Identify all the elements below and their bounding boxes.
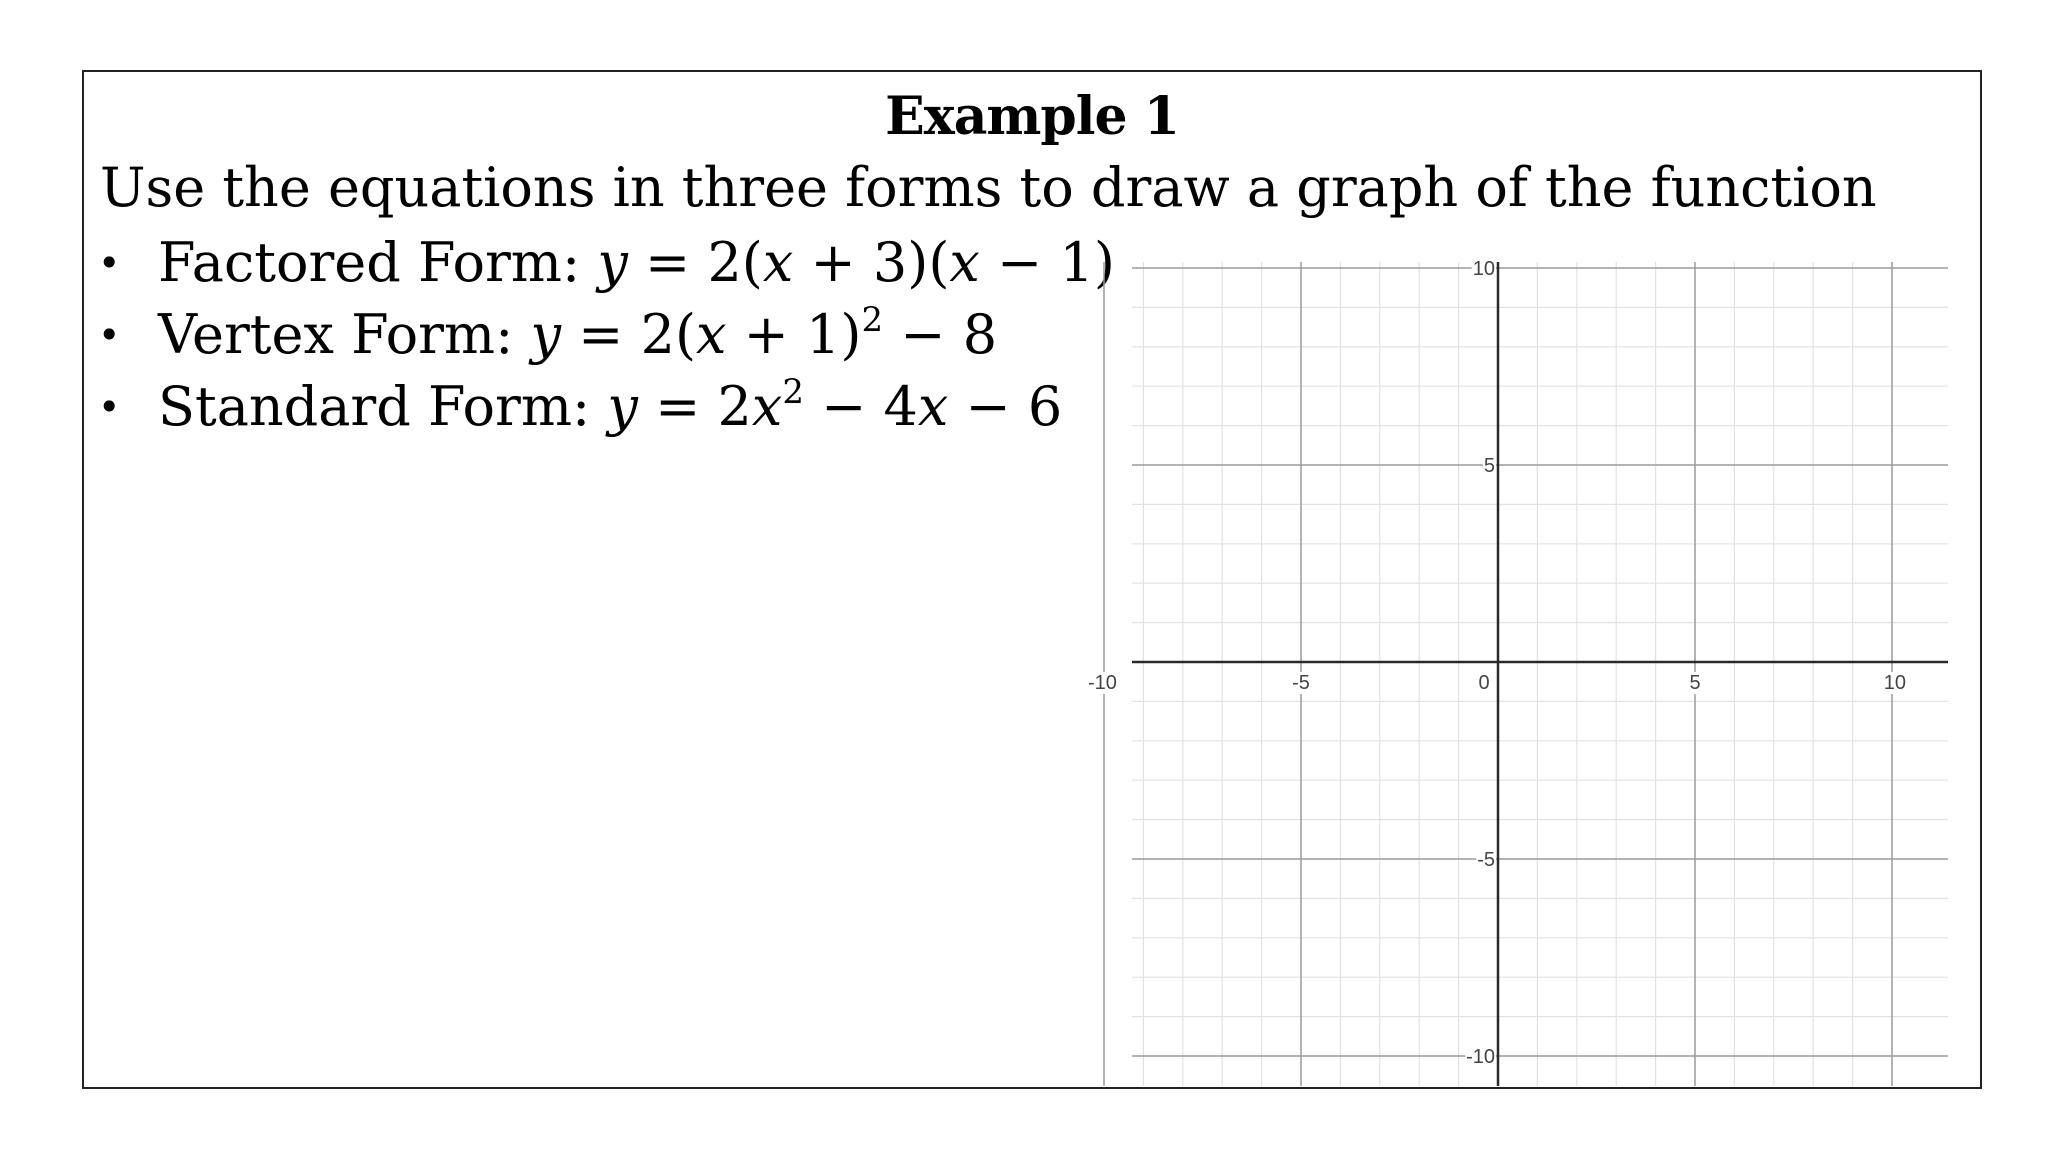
y-tick-label: -5 [1477, 849, 1495, 871]
bullet-icon: • [98, 241, 121, 285]
x-tick-label: 5 [1689, 672, 1701, 694]
factored-form-equation: y = 2(x + 3)(x − 1) [597, 231, 1115, 294]
factored-form-label: Factored Form: [158, 231, 598, 294]
y-tick-label: -10 [1466, 1046, 1495, 1068]
x-tick-label: -5 [1292, 672, 1310, 694]
bullet-icon: • [98, 385, 121, 429]
vertex-form-label: Vertex Form: [158, 303, 531, 366]
slide-title: Example 1 [885, 86, 1179, 147]
vertex-form-equation: $y = 2(x + 1)^2 - 8$ [530, 300, 998, 366]
intro-text: Use the equations in three forms to draw a graph of the function [100, 156, 1877, 219]
standard-form-equation: $y = 2x^2 - 4x - 6$ [607, 372, 1063, 438]
bullet-icon: • [98, 313, 121, 357]
x-tick-label: 0 [1478, 672, 1490, 694]
x-tick-label: 10 [1883, 672, 1906, 694]
y-tick-label: 5 [1483, 455, 1495, 477]
grid-canvas [1088, 250, 1960, 1090]
y-tick-label: 10 [1472, 258, 1495, 280]
standard-form-label: Standard Form: [158, 375, 608, 438]
coordinate-grid [1088, 250, 1960, 1090]
x-tick-label: -10 [1088, 672, 1117, 694]
